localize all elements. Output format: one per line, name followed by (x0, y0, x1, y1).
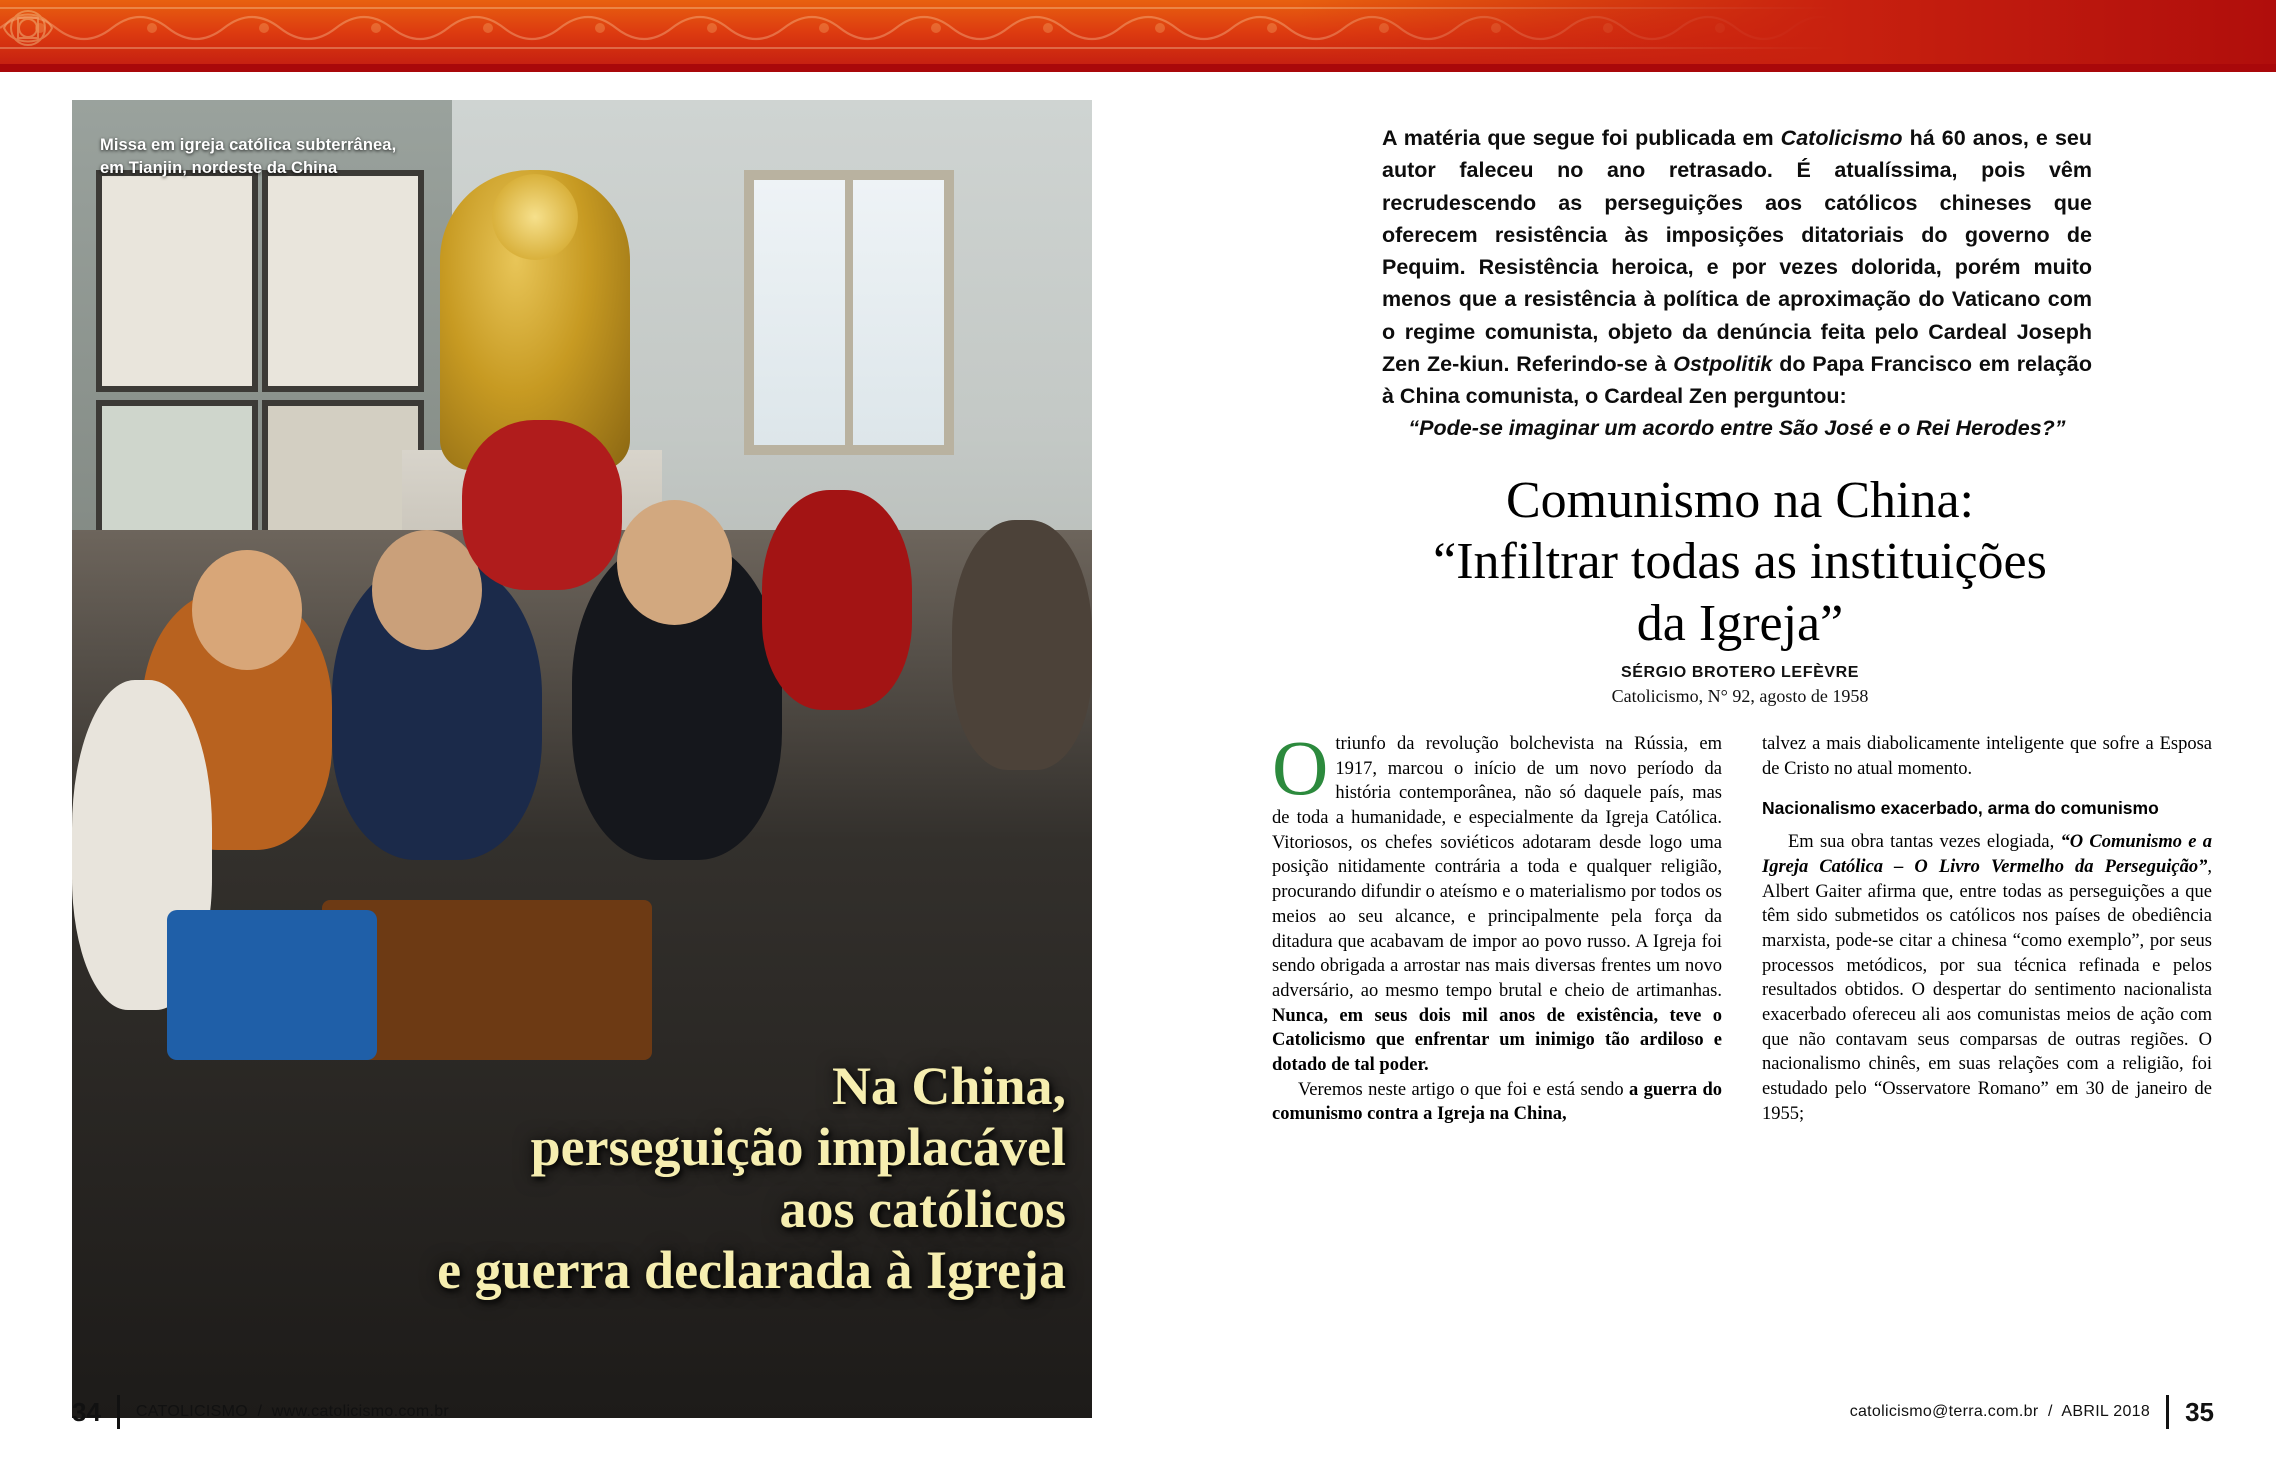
left-page-footer (72, 1395, 1092, 1429)
page-number-right: 35 (2185, 1396, 2214, 1427)
photo-caption-line2: em Tianjin, nordeste da China (100, 158, 338, 177)
photo-person (192, 550, 302, 670)
left-page (0, 72, 1210, 1471)
photo-caption-line1: Missa em igreja católica subterrânea, (100, 136, 397, 154)
photo-statue-halo (492, 174, 578, 260)
photo-bag (167, 910, 377, 1060)
photo-wall-panel (262, 170, 424, 392)
byline-author: SÉRGIO BROTERO LEFÈVRE (1620, 664, 1860, 681)
headline-line3: da Igreja” (1636, 594, 1844, 652)
article-paragraph (1272, 724, 1722, 1078)
headline-line1: Comunismo na China: (1506, 472, 1974, 529)
photo-person (617, 500, 732, 625)
lead-part2: há 60 anos, e seu autor faleceu no ano retrasado. É atualíssima, pois vêm recrudescendo as perseguições aos católicos chineses que oferecem resistência às imposições ditatoriais do governo de Pequim. Resistência heroica, e por vezes dolorida, porém muito menos que a resistência à política de aproximação do Vaticano com o regime comunista, objeto da denúncia feita pelo Cardeal Joseph Zen Ze-kiun. Referindo-se à (1382, 126, 2092, 376)
col1-p2-bold: a guerra do comunismo contra a Igreja na China, (1272, 1079, 1722, 1125)
magazine-spread (0, 72, 2276, 1471)
article-headline (1340, 470, 2140, 654)
publication-email: catolicismo@terra.com.br (1849, 1403, 2039, 1420)
publication-website: www.catolicismo.com.br (271, 1403, 450, 1420)
footer-divider (2166, 1395, 2169, 1429)
footer-slash: / (252, 1403, 267, 1420)
lead-paragraph (1382, 122, 2092, 445)
col2-p2-title: “O Comunismo e a Igreja Católica – O Livro Vermelho da Perseguição” (1762, 832, 2213, 877)
article-paragraph (1762, 830, 2212, 1126)
cover-title-line1: Na China, (831, 1055, 1066, 1116)
col1-p1-text: triunfo da revolução bolchevista na Rússia, em 1917, marcou o início de um novo período da história contemporânea, não só daquele país, mas de toda a humanidade, e especialmente da Igreja Católica. Vitoriosos, os chefes soviéticos adotaram desde logo uma posição nitidamente contrária a toda e qualquer religião, procurando difundir o ateísmo e o materialismo por todos os meios ao seu alcance, e principalmente pela força da ditadura que acabavam de impor ao povo russo. A Igreja foi sendo obrigada a arrostar nas mais diversas frentes um novo adversário, ao mesmo tempo brutal e cheio de artimanhas. (1272, 734, 1722, 1001)
cover-title (136, 1056, 1066, 1302)
photo-person (372, 530, 482, 650)
byline-source: Catolicismo, N° 92, agosto de 1958 (1611, 686, 1869, 706)
article-column-1 (1272, 724, 1722, 1127)
article-paragraph: talvez a mais diabolicamente inteligente que sofre a Esposa de Cristo no atual momento. (1762, 734, 2212, 779)
cover-title-line4: e guerra declarada à Igreja (437, 1240, 1066, 1301)
cover-photo (72, 100, 1092, 1418)
band-gradient-overlay (1296, 0, 2276, 72)
lead-italic-catolicismo: Catolicismo (1780, 126, 1903, 150)
photo-wall-panel (96, 170, 258, 392)
article-paragraph (1272, 1078, 1722, 1127)
decorative-top-band (0, 0, 2276, 72)
footer-divider (117, 1395, 120, 1429)
col2-p2-text-a: Em sua obra tantas vezes elogiada, (1788, 832, 2061, 853)
issue-date: ABRIL 2018 (2061, 1403, 2151, 1420)
cover-title-line2: perseguição implacável (530, 1117, 1066, 1178)
cover-title-line3: aos católicos (779, 1178, 1066, 1239)
footer-slash: / (2043, 1403, 2058, 1420)
footer-publication-right (1850, 1403, 2150, 1421)
band-bottom-rule (0, 64, 2276, 72)
drop-cap: O (1272, 724, 1329, 811)
right-page-footer (1850, 1395, 2214, 1429)
article-subheading: Nacionalismo exacerbado, arma do comunismo (1762, 798, 2159, 819)
article-body (1272, 724, 2213, 1332)
photo-window (744, 170, 954, 455)
article-column-2 (1762, 732, 2212, 1126)
lead-quote: “Pode-se imaginar um acordo entre São José e o Rei Herodes?” (1408, 416, 2066, 441)
col1-p1-bold: Nunca, em seus dois mil anos de existência, teve o Catolicismo que enfrentar um inimigo tão ardiloso e dotado de tal poder. (1272, 1005, 1722, 1075)
headline-line2: “Infiltrar todas as instituições (1433, 533, 2047, 591)
photo-person (762, 490, 912, 710)
photo-caption (100, 134, 520, 180)
photo-person (952, 520, 1092, 770)
lead-italic-ostpolitik: Ostpolitik (1673, 351, 1773, 376)
right-page (1210, 72, 2276, 1471)
lead-part1: A matéria que segue foi publicada em (1382, 126, 1781, 150)
col2-p2-text-b: , Albert Gaiter afirma que, entre todas as perseguições a que têm sido submetidos os católicos nos países de obediência marxista, pode-se citar a chinesa “como exemplo”, por seus processos metódicos, por sua técnica refinada e pelos resultados obtidos. O despertar do sentimento nacionalista exacerbado ofereceu ali aos comunistas meios de ação com que não contavam seus comparsas de outras regiões. O nacionalismo chinês, em suas relações com a religião, foi estudado pelo “Osservatore Romano” em 30 de janeiro de 1955; (1762, 856, 2212, 1124)
page-number-left: 34 (72, 1396, 101, 1427)
article-byline (1340, 664, 2140, 707)
lead-part3: do Papa Francisco em relação à China comunista, o Cardeal Zen perguntou: (1382, 351, 2092, 408)
photo-person (462, 420, 622, 590)
publication-name: CATOLICISMO (135, 1403, 248, 1420)
col1-p2-text: Veremos neste artigo o que foi e está sendo (1298, 1079, 1630, 1100)
footer-publication-left (136, 1403, 449, 1421)
